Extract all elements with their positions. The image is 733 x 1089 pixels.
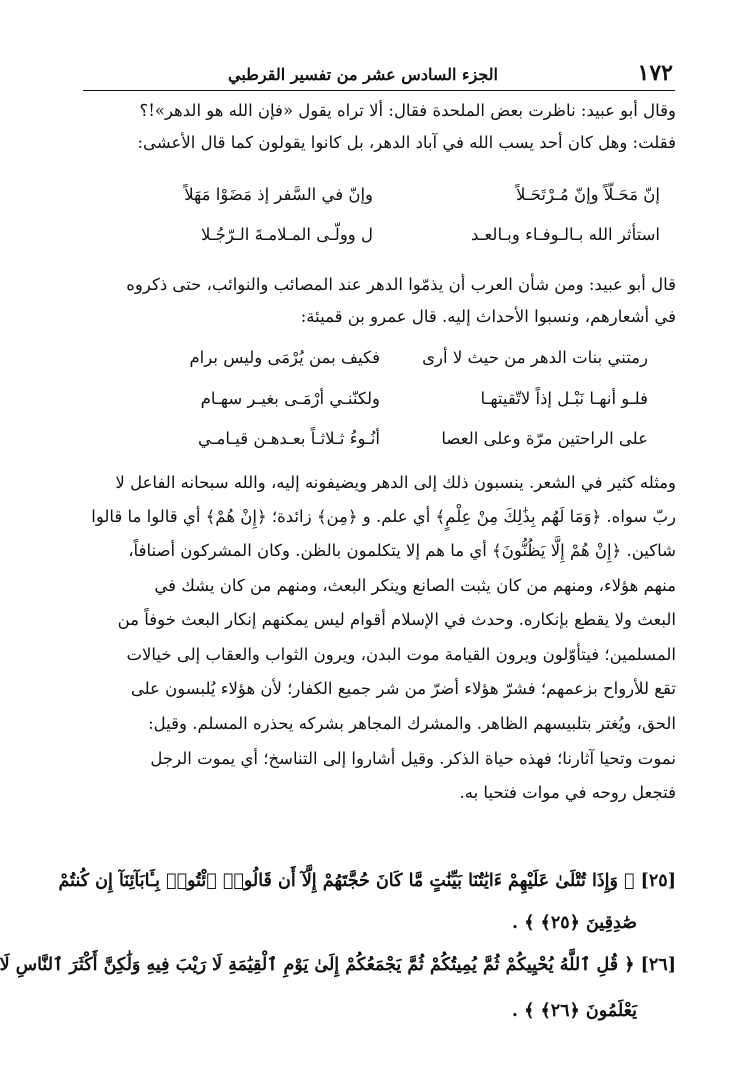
verse-hemistich-left: ل وولّـى المـلامـةَ الـرّجُـلا <box>200 225 373 244</box>
verse-text: ﴿ وَإِذَا تُتْلَىٰ عَلَيْهِمْ ءَايَٰتُنَا بَيِّنَٰتٍ مَّا كَانَ حُجَّتَهُمْ إِلَّآ أَن قَالُوا۟ ٱئْتُوا۟ بِـَٔابَآئِنَآ إِن كُنتُمْ <box>58 871 635 891</box>
verse-text-continuation: يَعْلَمُونَ ﴿٢٦﴾ ﴾ . <box>511 1001 637 1021</box>
verse-hemistich-right: على الراحتين مرّة وعلى العصا <box>441 429 648 448</box>
verse-hemistich-right: إنّ مَحَـلّاً وإنّ مُـرْتَحَـلاً <box>516 185 660 204</box>
quran-verse <box>58 864 676 898</box>
paragraph-line: فقلت: وهل كان أحد يسب الله في آباد الدهر، بل كانوا يقولون كما قال الأعشى: <box>137 133 676 152</box>
verse-hemistich-left: وإنّ في السَّفر إذ مَضَوْا مَهَلاً <box>184 185 373 204</box>
verse-text: ﴿ قُلِ ٱللَّهُ يُحْيِيكُمْ ثُمَّ يُمِيتُكُمْ ثُمَّ يَجْمَعُكُمْ إِلَىٰ يَوْمِ ٱلْقِيَٰمَةِ لَا رَيْبَ فِيهِ وَلَٰكِنَّ أَكْثَرَ ٱلنَّاسِ لَا <box>0 955 635 975</box>
running-title: الجزء السادس عشر من تفسير القرطبي <box>228 65 498 84</box>
verse-hemistich-left: فكيف بمن يُرْمَى وليس برام <box>189 348 380 367</box>
paragraph-line: وقال أبو عبيد: ناظرت بعض الملحدة فقال: ألا تراه يقول «فإن الله هو الدهر»!؟ <box>139 101 676 120</box>
paragraph-line: المسلمين؛ فيتأوّلون ويرون القيامة موت البدن، ويرون الثواب والعقاب إلى خيالات <box>126 645 676 664</box>
paragraph-line: تقع للأرواح بزعمهم؛ فشرّ هؤلاء أضرّ من شر جميع الكفار؛ لأن هؤلاء يُلبسون على <box>130 679 676 698</box>
verse-hemistich-right: استأثر الله بـالـوفـاء وبـالعـد <box>470 225 660 244</box>
paragraph-line: ومثله كثير في الشعر. ينسبون ذلك إلى الدهر ويضيفونه إليه، والله سبحانه الفاعل لا <box>115 473 676 492</box>
paragraph-line: منهم هؤلاء، ومنهم من كان يثبت الصانع وينكر البعث، ومنهم من كان يشك في <box>154 576 676 595</box>
page-number: ١٧٢ <box>637 60 673 86</box>
verse-hemistich-right: رمتني بنات الدهر من حيث لا أرى <box>422 348 648 367</box>
verse-number: [٢٦] <box>640 955 676 975</box>
verse-text-continuation: صَٰدِقِينَ ﴿٢٥﴾ ﴾ . <box>512 913 637 933</box>
running-header <box>83 58 675 91</box>
paragraph-line: شاكين. ﴿إِنْ هُمْ إِلَّا يَظُنُّونَ﴾ أي ما هم إلا يتكلمون بالظن. وكان المشركون أصنافاً، <box>128 541 676 560</box>
paragraph-line: نموت وتحيا آثارنا؛ فهذه حياة الذكر. وقيل أشاروا إلى التناسخ؛ أي يموت الرجل <box>150 749 676 768</box>
paragraph-line: فتجعل روحه في موات فتحيا به. <box>459 783 676 802</box>
paragraph-line: الحق، ويُغتر بتلبيسهم الظاهر. والمشرك المجاهر بشركه يحذره المسلم. وقيل: <box>148 714 676 733</box>
paragraph-line: قال أبو عبيد: ومن شأن العرب أن يذمّوا الدهر عند المصائب والنوائب، حتى ذكروه <box>126 275 676 294</box>
verse-hemistich-left: ولكنّنـي أرْمَـى بغيـر سهـام <box>200 389 380 408</box>
verse-hemistich-right: فلـو أنهـا نَبْـل إذاً لاتّقيتهـا <box>480 389 648 408</box>
verse-hemistich-left: أنُـوءُ ثـلاثـاً بعـدهـن قيـامـي <box>197 429 380 448</box>
quran-verse <box>0 948 676 982</box>
paragraph-line: البعث ولا يقطع بإنكاره. وحدث في الإسلام أقوام ليس يمكنهم إنكار البعث خوفاً من <box>117 610 676 629</box>
paragraph-line: ربّ سواه. ﴿وَمَا لَهُم بِذَٰلِكَ مِنْ عِلْمٍ﴾ أي علم. و ﴿مِن﴾ زائدة؛ ﴿إِنْ هُمْ﴾ أي قالوا ما قالوا <box>91 507 676 526</box>
verse-number: [٢٥] <box>640 871 676 891</box>
paragraph-line: في أشعارهم، ونسبوا الأحداث إليه. قال عمرو بن قميئة: <box>300 307 676 326</box>
